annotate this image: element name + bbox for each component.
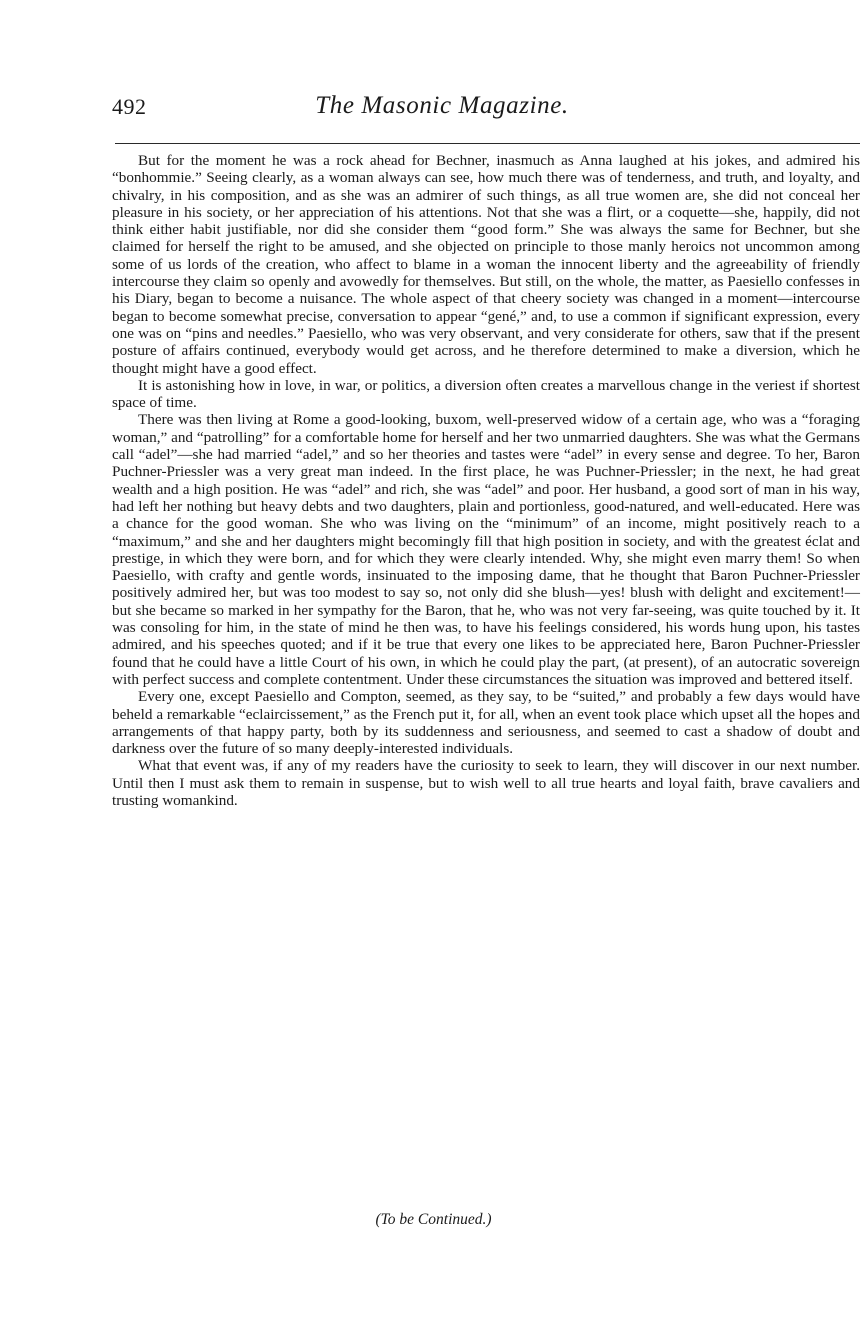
paragraph: It is astonishing how in love, in war, or politics, a diversion often creates a marvellous change in the veriest if shortest space of time. bbox=[112, 376, 860, 412]
paragraph: There was then living at Rome a good-looking, buxom, well-preserved widow of a certain age, who was a “foraging woman,” and “patrolling” for a comfortable home for herself and her two unmarried daughters. She was what the Germans call “adel”—she had married “adel,” and so her theories and tastes were “adel” in every sense and degree. To her, Baron Puchner-Priessler was a very great man indeed. In the first place, he was Puchner-Priessler; in the next, he had great wealth and a high position. He was “adel” and rich, she was “adel” and poor. Her husband, a good sort of man in his way, had left her nothing but heavy debts and two daughters, plain and portionless, good-natured, and well-educated. Here was a chance for the good woman. She who was living on the “minimum” of an income, might positively reach to a “maximum,” and she and her daughters might becomingly fill that high position in society, and with the greatest éclat and prestige, in which they were born, and for which they were clearly intended. Why, she might even marry them! So when Paesiello, with crafty and gentle words, insinuated to the imposing dame, that he thought that Baron Puchner-Priessler positively admired her, but was too modest to say so, not only did she blush—yes! blush with delight and excitement!—but she became so marked in her sympathy for the Baron, that he, who was not very far-seeing, was quite touched by it. It was consoling for him, in the state of mind he then was, to have his feelings considered, his words hung upon, his tastes admired, and his speeches quoted; and if it be true that every one likes to be appreciated here, Baron Puchner-Priessler found that he could have a little Court of his own, in which he could play the part, (at present), of an autocratic sovereign with perfect success and complete contentment. Under these circumstances the situation was improved and bettered itself. bbox=[112, 411, 860, 688]
page-number: 492 bbox=[112, 94, 147, 119]
running-title: The Masonic Magazine. bbox=[315, 92, 569, 119]
article-body bbox=[112, 152, 860, 809]
paragraph: But for the moment he was a rock ahead for Bechner, inasmuch as Anna laughed at his jokes, and admired his “bonhommie.” Seeing clearly, as a woman always can see, how much there was of tenderness, and truth, and loyalty, and chivalry, in his composition, and as she was an admirer of such things, as all true women are, she did not conceal her pleasure in his society, or her appreciation of his attentions. Not that she was a flirt, or a coquette—she, happily, did not think either habit justifiable, nor did she consider them “good form.” She was always the same for Bechner, but she claimed for herself the right to be amused, and she objected on principle to those manly heroics not uncommon among some of us lords of the creation, who affect to blame in a woman the innocent liberty and the agreeability of friendly intercourse they claim so openly and avowedly for themselves. But still, on the whole, the matter, as Paesiello confesses in his Diary, began to become a nuisance. The whole aspect of that cheery society was changed in a moment—intercourse began to become somewhat precise, conversation to appear “gené,” and, to use a common if significant expression, every one was on “pins and needles.” Paesiello, who was very observant, and very considerate for others, saw that if the present posture of affairs continued, everybody would get across, and he therefore determined to make a diversion, which he thought might have a good effect. bbox=[112, 152, 860, 377]
paragraph: Every one, except Paesiello and Compton, seemed, as they say, to be “suited,” and probably a few days would have beheld a remarkable “eclaircissement,” as the French put it, for all, when an event took place which upset all the hopes and arrangements of that happy party, both by its suddenness and seriousness, and seemed to cast a shadow of doubt and darkness over the future of so many deeply-interested individuals. bbox=[112, 688, 860, 758]
paragraph: What that event was, if any of my readers have the curiosity to seek to learn, they will discover in our next number. Until then I must ask them to remain in suspense, but to wish well to all true hearts and loyal faith, brave cavaliers and trusting womankind. bbox=[112, 757, 860, 809]
to-be-continued: (To be Continued.) bbox=[375, 1211, 492, 1228]
header-rule bbox=[115, 143, 860, 144]
page-header bbox=[112, 92, 772, 128]
